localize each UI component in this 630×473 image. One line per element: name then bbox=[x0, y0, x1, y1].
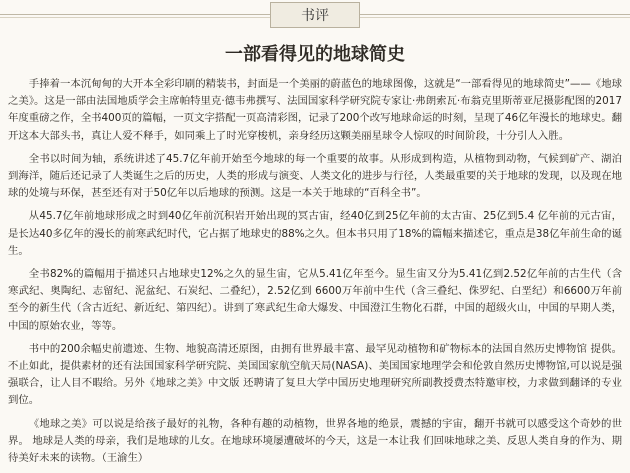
section-tab: 书评 bbox=[270, 2, 360, 28]
article-title: 一部看得见的地球简史 bbox=[225, 44, 405, 65]
paragraph-5: 书中的200余幅史前遗迹、生物、地貌高清还原图，由拥有世界最丰富、最罕见动植物和矿物标本的法国自然历史博物馆 提供。不止如此，提供素材的还有法国国家科学研究院、美国国家航空航天局(NASA)、美国国家地理学会和伦敦自然历史博物馆,可以说是强强联合，让人目不暇给。另外《地球之美》中文版 还聘请了复旦大学中国历史地理研究所副教授费杰特邀审校，力求做到翻译的专业到位。 bbox=[8, 342, 622, 407]
paragraph-1: 手捧着一本沉甸甸的大开本全彩印刷的精装书，封面是一个美丽的蔚蓝色的地球图像，这就是“一部看得见的地球简史”——《地球之美》。这是一部由法国地质学会主席帕特里克·德韦弗撰写、法国国家科学研究院专家让·弗朗索瓦·布翁克里斯蒂亚尼摄影配图的2017年度重磅之作，全书400页的篇幅，一页文字搭配一页高清彩图，记录了200个改写地球命运的时刻，呈现了46亿年漫长的地球史。翻开这本大部头书，真让人爱不释手，如同乘上了时光穿梭机，亲身经历这颗美丽星球令人惊叹的时间阶段，十分引人入胜。 bbox=[8, 78, 622, 142]
paragraph-2: 全书以时间为轴，系统讲述了45.7亿年前开始至今地球的每一个重要的故事。从形成到构造，从植物到动物，气候到矿产、湖泊到海洋，随后还记录了人类诞生之后的历史，人类的形成与演变、人类文化的进步与行径，人类最重要的关于地球的发现，以及现在地球的处境与环保，甚至还有对于50亿年以后地球的预测。这是一本关于地球的“百科全书”。 bbox=[8, 152, 622, 200]
paragraph-3: 从45.7亿年前地球形成之时到40亿年前沉积岩开始出现的冥古宙，经40亿到25亿年前的太古宙、25亿到5.4 亿年前的元古宙，是长达40多亿年的漫长的前寒武纪时代，它占据了地球史的88%之久。但本书只用了18%的篇幅来描述它，重点是38亿年前生命的诞生。 bbox=[8, 210, 622, 257]
section-header bbox=[0, 0, 630, 32]
article-body bbox=[8, 76, 622, 473]
paragraph-4: 全书82%的篇幅用于描述只占地球史12%之久的显生宙，它从5.41亿年至今。显生宙又分为5.41亿到2.52亿年前的古生代（含寒武纪、奥陶纪、志留纪、泥盆纪、石炭纪、二叠纪），2.52亿到 6600万年前中生代（含三叠纪、侏罗纪、白垩纪）和6600万年前至今的新生代（含古近纪、新近纪、第四纪）。讲到了寒武纪生命大爆发、中国澄江生物化石群，中国的超级火山，中国的早期人类，中国的原始农业，等等。 bbox=[8, 268, 622, 332]
paragraph-6: 《地球之美》可以说是给孩子最好的礼物，各种有趣的动植物，世界各地的绝景，震撼的宇宙，翻开书就可以感受这个奇妙的世界。 地球是人类的母亲，我们是地球的儿女。在地球环境屡遭破坏的今天，这是一本让我 们回味地球之美、反思人类自身的作为、期待美好未来的读物。（王渝生） bbox=[8, 417, 622, 465]
